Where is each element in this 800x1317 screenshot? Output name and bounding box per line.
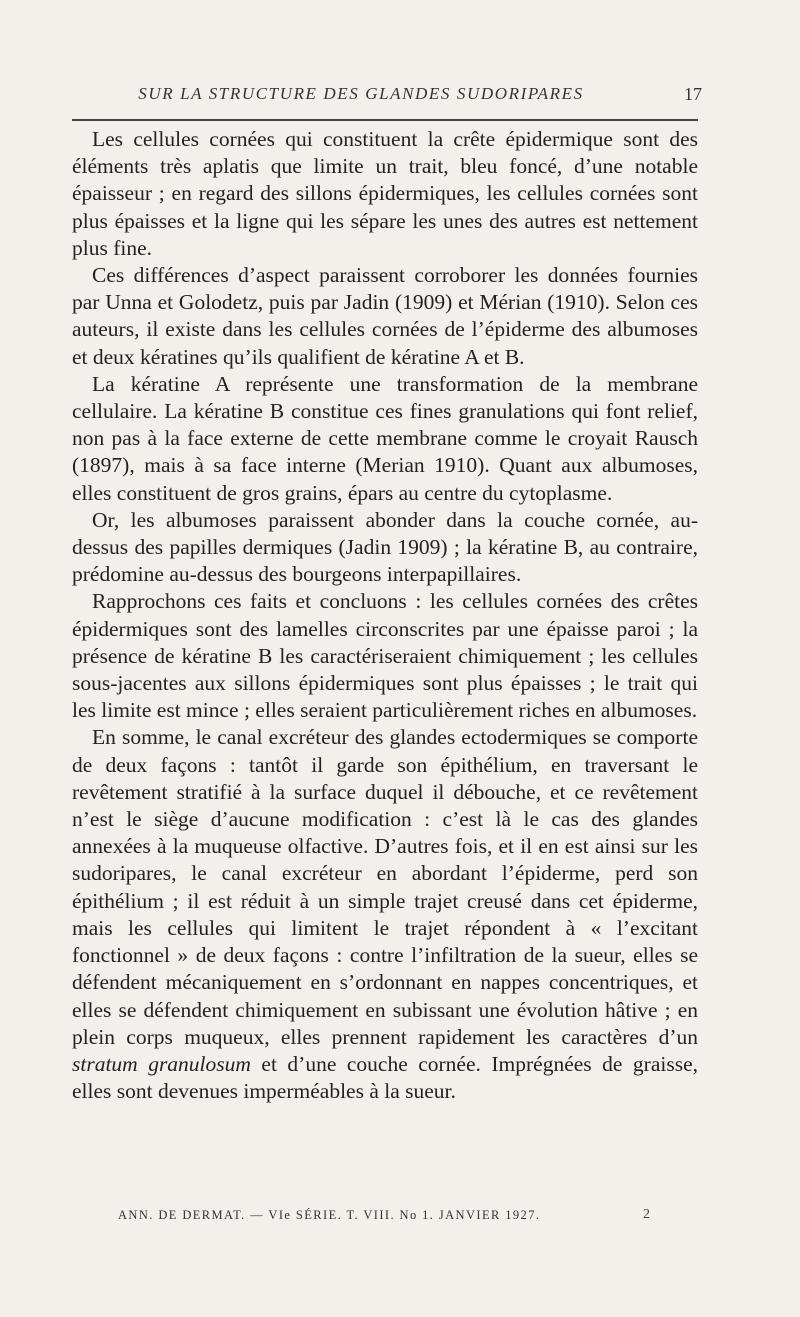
signature-mark: 2: [643, 1207, 650, 1222]
paragraph-5-text: Rapprochons ces faits et concluons : les cellules cornées des crêtes épidermiques sont des lamelles circonscrites par une épaisse paroi ; la présence de kératine B les caractériseraient chimiquement ; les cellules sous-jacentes aux sillons épidermiques sont plus épaisses ; le trait qui les limite est mince ; elles seraient particulièrement riches en albumoses.: [72, 589, 698, 723]
paragraph-2-text: Ces différences d’aspect paraissent corroborer les données fournies par Unna et Golodetz, puis par Jadin (1909) et Mérian (1910). Selon ces auteurs, il existe dans les cellules cornées de l’épiderme des albumoses et deux kératines qu’ils qualifient de kératine A et B.: [72, 263, 698, 369]
header-rule: [72, 119, 698, 121]
paragraph-6-italic-term: stratum granulosum: [72, 1051, 251, 1076]
paragraph-3: [72, 371, 698, 507]
body-text: [72, 126, 698, 1105]
paragraph-4-text: Or, les albumoses paraissent abonder dans la couche cornée, au-dessus des papilles dermiques (Jadin 1909) ; la kératine B, au contraire, prédomine au-dessus des bourgeons interpapillaires.: [72, 507, 698, 587]
paragraph-1: [72, 126, 698, 262]
running-title: SUR LA STRUCTURE DES GLANDES SUDORIPARES: [138, 84, 584, 103]
footer-citation: ANN. DE DERMAT. — VIe SÉRIE. T. VIII. No 1. JANVIER 1927.: [118, 1208, 541, 1222]
paragraph-6-text-b: et d’une couche cornée. Imprégnées de graisse, elles sont devenues imperméables à la sueur.: [72, 1051, 698, 1104]
paragraph-3-text: La kératine A représente une transformation de la membrane cellulaire. La kératine B constitue ces fines granulations qui font relief, non pas à la face externe de cette membrane comme le croyait Rausch (1897), mais à sa face interne (Merian 1910). Quant aux albumoses, elles constituent de gros grains, épars au centre du cytoplasme.: [72, 371, 698, 505]
paragraph-2: [72, 262, 698, 371]
page-number: 17: [684, 84, 702, 104]
paragraph-6: [72, 724, 698, 1105]
page-header: [72, 84, 702, 112]
paragraph-6-text-a: En somme, le canal excréteur des glandes ectodermiques se comporte de deux façons : tantôt il garde son épithélium, en traversant le revêtement stratifié à la surface duquel il débouche, et ce revêtement n’est le siège d’aucune modification : c’est là le cas des glandes annexées à la muqueuse olfactive. D’autres fois, et il en est ainsi sur les sudoripares, le canal excréteur en abordant l’épiderme, perd son épithélium ; il est réduit à un simple trajet creusé dans cet épiderme, mais les cellules qui limitent le trajet répondent à « l’excitant fonctionnel » de deux façons : contre l’infiltration de la sueur, elles se défendent mécaniquement en s’ordonnant en nappes concentriques, et elles se défendent chimiquement en subissant une évolution hâtive ; en plein corps muqueux, elles prennent rapidement les caractères d’un: [72, 725, 698, 1049]
paragraph-1-text: Les cellules cornées qui constituent la crête épidermique sont des éléments très aplatis que limite un trait, bleu foncé, d’une notable épaisseur ; en regard des sillons épidermiques, les cellules cornées sont plus épaisses et la ligne qui les sépare les unes des autres est nettement plus fine.: [72, 127, 698, 260]
paragraph-4: [72, 507, 698, 589]
paragraph-5: [72, 588, 698, 724]
